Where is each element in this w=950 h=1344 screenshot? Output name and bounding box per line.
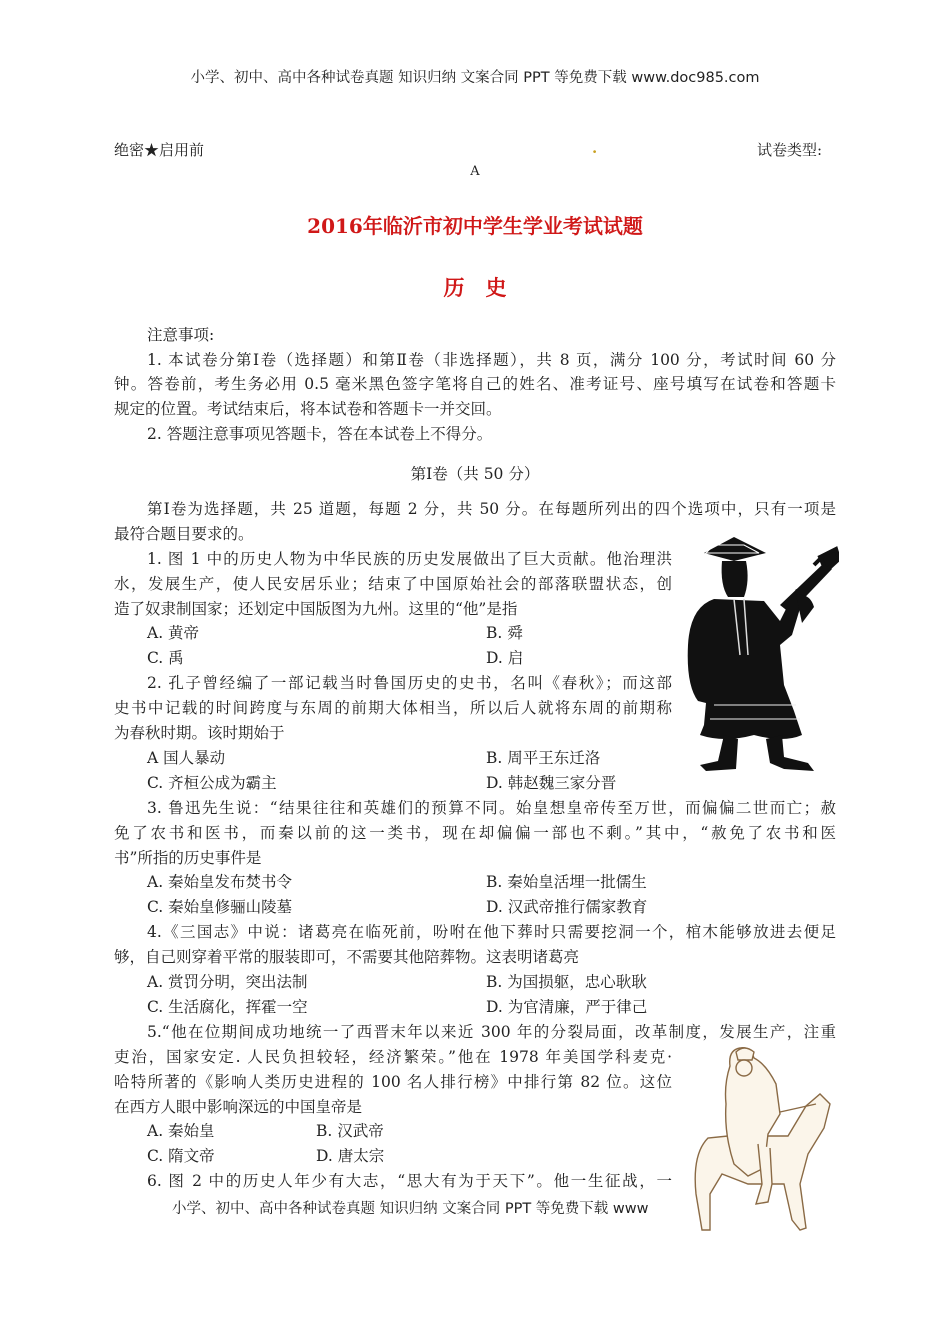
paper-type-value: A bbox=[470, 164, 480, 179]
q4-option-a: A. 赏罚分明，突出法制 bbox=[147, 973, 308, 991]
question-1-text: 造了奴隶制国家；还划定中国版图为九州。这里的“他”是指 bbox=[114, 600, 518, 618]
q2-option-b: B. 周平王东迁洛 bbox=[486, 749, 601, 767]
q3-option-c: C. 秦始皇修骊山陵墓 bbox=[147, 898, 293, 916]
q1-option-c: C. 禹 bbox=[147, 649, 184, 667]
subject-title: 历 史 bbox=[443, 275, 507, 300]
notice-line: 钟。答卷前，考生务必用 0.5 毫米黑色签字笔将自己的姓名、准考证号、座号填写在试卷和答题卡 bbox=[114, 375, 836, 393]
q5-option-c: C. 隋文帝 bbox=[147, 1147, 215, 1165]
question-2-text: 为春秋时期。该时期始于 bbox=[114, 724, 285, 742]
question-3-text: 免了农书和医书，而秦以前的这一类书，现在却偏偏一部也不剩。”其中，“赦免了农书和医 bbox=[114, 824, 836, 842]
question-5-text: 在西方人眼中影响深远的中国皇帝是 bbox=[114, 1098, 363, 1116]
question-5-text: 吏治，国家安定. 人民负担较轻，经济繁荣。”他在 1978 年美国学科麦克· bbox=[114, 1048, 672, 1066]
question-1-text: 1. 图 1 中的历史人物为中华民族的历史发展做出了巨大贡献。他治理洪 bbox=[147, 550, 672, 568]
notice-line: 2. 答题注意事项见答题卡，答在本试卷上不得分。 bbox=[147, 425, 493, 443]
section-heading: 第Ⅰ卷（共 50 分） bbox=[410, 465, 540, 483]
q3-option-b: B. 秦始皇活埋一批儒生 bbox=[486, 873, 647, 891]
q5-option-d: D. 唐太宗 bbox=[316, 1147, 385, 1165]
question-2-text: 史书中记载的时间跨度与东周的前期大体相当，所以后人就将东周的前期称 bbox=[114, 699, 672, 717]
q3-option-d: D. 汉武帝推行儒家教育 bbox=[486, 898, 648, 916]
q4-option-c: C. 生活腐化，挥霍一空 bbox=[147, 998, 308, 1016]
question-4-text: 4.《三国志》中说：诸葛亮在临死前，吩咐在他下葬时只需要挖洞一个，棺木能够放进去便足 bbox=[147, 923, 836, 941]
q2-option-c: C. 齐桓公成为霸主 bbox=[147, 774, 277, 792]
q3-option-a: A. 秦始皇发布焚书令 bbox=[147, 873, 293, 891]
q2-option-a: A 国人暴动 bbox=[147, 749, 226, 767]
question-1-text: 水，发展生产，使人民安居乐业；结束了中国原始社会的部落联盟状态，创 bbox=[114, 575, 672, 593]
figure-1-yu-illustration bbox=[684, 535, 839, 773]
question-6-text: 6. 图 2 中的历史人年少有大志，“思大有为于天下”。他一生征战，一 bbox=[147, 1172, 672, 1190]
question-3-text: 书”所指的历史事件是 bbox=[114, 849, 262, 867]
notice-heading: 注意事项: bbox=[147, 326, 215, 344]
q5-option-a: A. 秦始皇 bbox=[147, 1122, 215, 1140]
q1-option-b: B. 舜 bbox=[486, 624, 523, 642]
dot-mark: . bbox=[592, 139, 598, 157]
footer-banner: 小学、初中、高中各种试卷真题 知识归纳 文案合同 PPT 等免费下载 www bbox=[172, 1197, 652, 1218]
q2-option-d: D. 韩赵魏三家分晋 bbox=[486, 774, 617, 792]
q1-option-a: A. 黄帝 bbox=[147, 624, 200, 642]
figure-2-emperor-on-horse-illustration bbox=[688, 1044, 838, 1234]
question-3-text: 3. 鲁迅先生说：“结果往往和英雄们的预算不同。始皇想皇帝传至万世，而偏偏二世而亡；赦 bbox=[147, 799, 836, 817]
header-banner: 小学、初中、高中各种试卷真题 知识归纳 文案合同 PPT 等免费下载 www.doc985.com bbox=[190, 70, 760, 86]
notice-line: 1. 本试卷分第Ⅰ卷（选择题）和第Ⅱ卷（非选择题），共 8 页，满分 100 分，考试时间 60 分 bbox=[147, 351, 836, 369]
paper-type-label: 试卷类型: bbox=[757, 141, 823, 159]
question-5-text: 5.“他在位期间成功地统一了西晋末年以来近 300 年的分裂局面，改革制度，发展生产，注重 bbox=[147, 1023, 836, 1041]
section-intro: 第Ⅰ卷为选择题，共 25 道题，每题 2 分，共 50 分。在每题所列出的四个选项中，只有一项是 bbox=[147, 500, 836, 518]
question-4-text: 够，自己则穿着平常的服装即可，不需要其他陪葬物。这表明诸葛亮 bbox=[114, 948, 580, 966]
q1-option-d: D. 启 bbox=[486, 649, 524, 667]
question-2-text: 2. 孔子曾经编了一部记载当时鲁国历史的史书，名叫《春秋》；而这部 bbox=[147, 674, 672, 692]
q4-option-d: D. 为官清廉，严于律己 bbox=[486, 998, 648, 1016]
section-intro: 最符合题目要求的。 bbox=[114, 525, 254, 543]
q4-option-b: B. 为国损躯，忠心耿耿 bbox=[486, 973, 647, 991]
secret-label: 绝密★启用前 bbox=[114, 141, 205, 159]
q5-option-b: B. 汉武帝 bbox=[316, 1122, 384, 1140]
notice-line: 规定的位置。考试结束后，将本试卷和答题卡一并交回。 bbox=[114, 400, 502, 418]
exam-title: 2016年临沂市初中学生学业考试试题 bbox=[307, 214, 643, 238]
question-5-text: 哈特所著的《影响人类历史进程的 100 名人排行榜》中排行第 82 位。这位 bbox=[114, 1073, 672, 1091]
